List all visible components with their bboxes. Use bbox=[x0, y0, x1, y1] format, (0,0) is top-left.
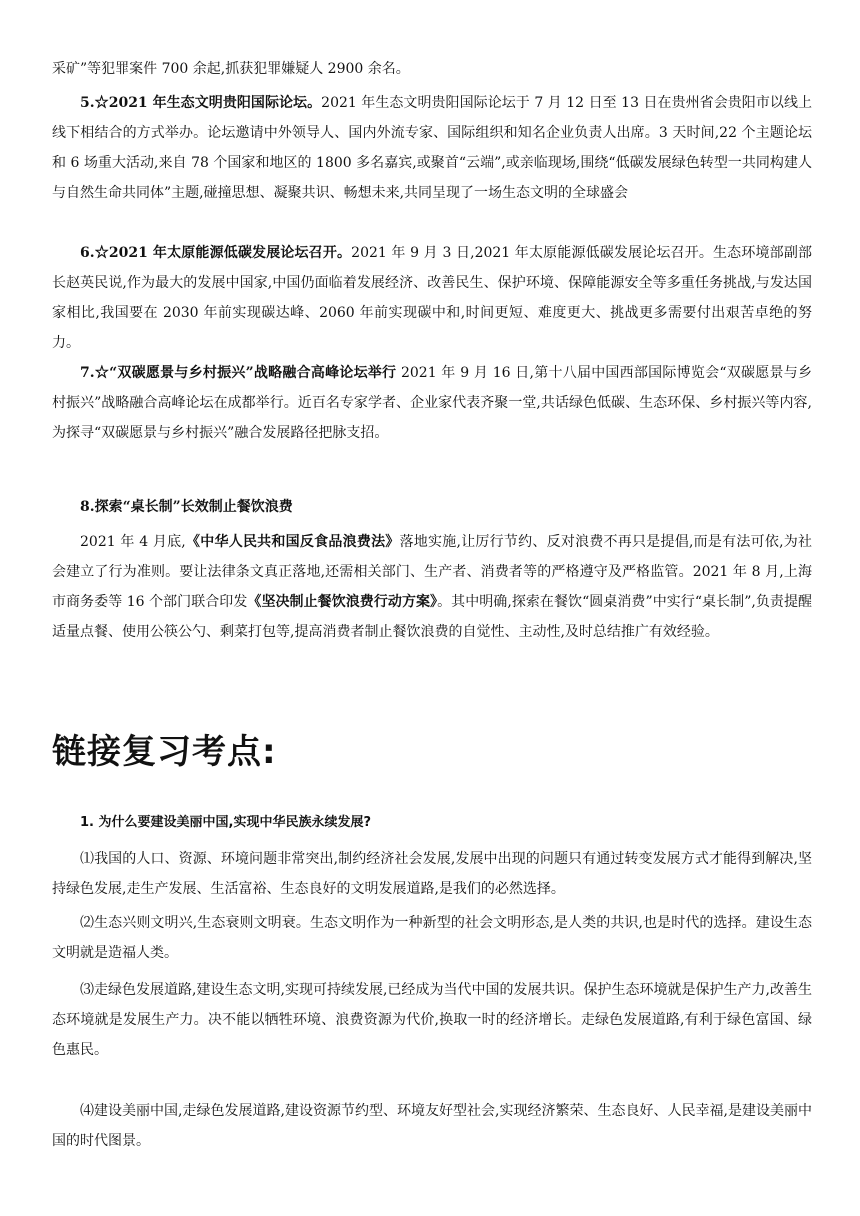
review-question: 1. 为什么要建设美丽中国,实现中华民族永续发展? bbox=[80, 815, 371, 830]
news-item-7 bbox=[52, 358, 812, 448]
law-title: 《中华人民共和国反食品浪费法》 bbox=[185, 534, 400, 550]
news-item-body: 2021 年生态文明贵阳国际论坛于 7 月 12 日至 13 日在贵州省会贵阳市以线上线下相结合的方式举办。论坛邀请中外领导人、国内外流专家、国际组织和知名企业负责人出席。3 天时间,22 个主题论坛和 6 场重大活动,来自 78 个国家和地区的 1800 多名嘉宾,或聚首“云端”,或亲临现场,围绕“低碳发展绿色转型一共同构建人与自然生命共同体”主题,碰撞思想、凝聚共识、畅想未来,共同呈现了一场生态文明的全球盛会 bbox=[52, 95, 812, 201]
news-item-8-title bbox=[52, 492, 812, 522]
news-item-body: 2021 年 9 月 3 日,2021 年太原能源低碳发展论坛召开。生态环境部副部长赵英民说,作为最大的发展中国家,中国仍面临着发展经济、改善民生、保护环境、保障能源安全等多重任务挑战,与发达国家相比,我国要在 2030 年前实现碳达峰、2060 年前实现碳中和,时间更短、难度更大、挑战更多需要付出艰苦卓绝的努力。 bbox=[52, 245, 812, 351]
news-item-body: 落地实施,让厉行节约、反对浪费不再只是提倡,而是有法可依,为社会建立了行为准则。要让法律条文真正落地,还需相关部门、生产者、消费者等的严格遵守及严格监管。2021 年 8 月,上海市商务委等 16 个部门联合印发 bbox=[52, 534, 813, 610]
news-item-8-body bbox=[52, 527, 812, 647]
news-item-body: 。其中明确,探索在餐饮“圆桌消费”中实行“桌长制”,负责提醒适量点餐、使用公筷公勺、剩菜打包等,提高消费者制止餐饮浪费的自觉性、主动性,及时总结推广有效经验。 bbox=[52, 594, 812, 640]
news-item-body: 2021 年 9 月 16 日,第十八届中国西部国际博览会“双碳愿景与乡村振兴”战略融合高峰论坛在成都举行。近百名专家学者、企业家代表齐聚一堂,共话绿色低碳、生态环保、乡村振兴等内容,为探寻“双碳愿景与乡村振兴”融合发展路径把脉支招。 bbox=[52, 365, 812, 441]
review-answer-2: ⑵生态兴则文明兴,生态衰则文明衰。生态文明作为一种新型的社会文明形态,是人类的共识,也是时代的选择。建设生态文明就是造福人类。 bbox=[52, 915, 812, 961]
news-item-6 bbox=[52, 238, 812, 358]
news-item-5 bbox=[52, 88, 812, 208]
review-answer-3: ⑶走绿色发展道路,建设生态文明,实现可持续发展,已经成为当代中国的发展共识。保护生态环境就是保护生产力,改善生态环境就是发展生产力。决不能以牺牲环境、浪费资源为代价,换取一时的经济增长。走绿色发展道路,有利于绿色富国、绿色惠民。 bbox=[52, 982, 812, 1058]
news-item-title: 7.☆“双碳愿景与乡村振兴”战略融合高峰论坛举行 bbox=[80, 365, 397, 381]
review-answer-1: ⑴我国的人口、资源、环境问题非常突出,制约经济社会发展,发展中出现的问题只有通过转变发展方式才能得到解决,坚持绿色发展,走生产发展、生活富裕、生态良好的文明发展道路,是我们的必然选择。 bbox=[52, 851, 812, 897]
paragraph-continuation bbox=[52, 54, 812, 84]
news-item-title: 6.☆2021 年太原能源低碳发展论坛召开。 bbox=[80, 245, 352, 261]
plan-title: 《坚决制止餐饮浪费行动方案》 bbox=[247, 594, 438, 610]
news-item-title: 8.探索“桌长制”长效制止餐饮浪费 bbox=[80, 499, 293, 515]
news-item-title: 5.☆2021 年生态文明贵阳国际论坛。 bbox=[80, 95, 322, 111]
review-heading: 链接复习考点: bbox=[52, 732, 277, 772]
review-answer-4: ⑷建设美丽中国,走绿色发展道路,建设资源节约型、环境友好型社会,实现经济繁荣、生态良好、人民幸福,是建设美丽中国的时代图景。 bbox=[52, 1103, 812, 1149]
news-item-body: 2021 年 4 月底, bbox=[80, 534, 186, 550]
paragraph-text: 采矿”等犯罪案件 700 余起,抓获犯罪嫌疑人 2900 余名。 bbox=[52, 61, 410, 77]
